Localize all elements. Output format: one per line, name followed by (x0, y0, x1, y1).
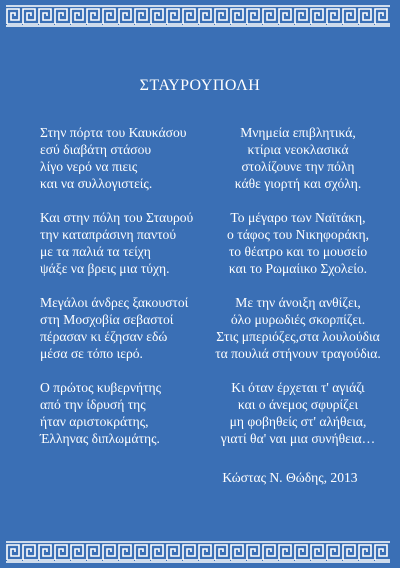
verse-line: εσύ διαβάτη στάσου (40, 142, 152, 157)
verse-line: και ο άνεμος σφυρίζει (237, 397, 359, 412)
verse-line: στη Μοσχοβία σεβαστοί (40, 312, 174, 327)
signature: Κώστας Ν. Θώδης, 2013 (222, 470, 358, 485)
stanza (208, 294, 388, 362)
greek-key-border-top (0, 4, 400, 28)
verse-line: μέσα σε τόπο ιερό. (40, 346, 143, 361)
verse-line: Κι όταν έρχεται τ' αγιάζι (231, 380, 365, 395)
verse-line: κτίρια νεοκλασικά (247, 142, 349, 157)
right-column (208, 124, 388, 464)
verse-line: ψάξε να βρεις μια τύχη. (40, 261, 170, 276)
verse-line: πέρασαν κι έζησαν εδώ (40, 329, 168, 344)
stanza (208, 379, 388, 447)
greek-key-border-bottom (0, 540, 400, 564)
stanza (40, 124, 215, 192)
verse-line: Μνημεία επιβλητικά, (240, 125, 356, 140)
verse-line: λίγο νερό να πιεις (40, 159, 138, 174)
verse-line: Το μέγαρο των Ναϊτάκη, (230, 210, 366, 225)
verse-line: κάθε γιορτή και σχόλη. (234, 176, 362, 191)
stanza (40, 294, 215, 362)
verse-line: με τα παλιά τα τείχη (40, 244, 151, 259)
verse-line: γιατί θα' ναι μια συνήθεια… (220, 431, 376, 446)
verse-line: Στην πόρτα του Καυκάσου (40, 125, 187, 140)
verse-line: την καταπράσινη παντού (40, 227, 177, 242)
verse-line: το θέατρο και το μουσείο (228, 244, 368, 259)
verse-line: όλο μυρωδιές σκορπίζει. (230, 312, 366, 327)
left-column (40, 124, 215, 464)
verse-line: ήταν αριστοκράτης, (40, 414, 149, 429)
stanza (40, 209, 215, 277)
verse-line: στολίζουνε την πόλη (241, 159, 355, 174)
verse-line: τα πουλιά στήνουν τραγούδια. (215, 346, 381, 361)
poem-title: ΣΤΑΥΡΟΥΠΟΛΗ (139, 77, 261, 94)
stanza (208, 124, 388, 192)
verse-line: Έλληνας διπλωμάτης. (40, 431, 160, 446)
stanza (208, 209, 388, 277)
verse-line: Και στην πόλη του Σταυρού (40, 210, 194, 225)
verse-line: Με την άνοιξη ανθίζει, (235, 295, 361, 310)
verse-line: Στις μπεριόζες,στα λουλούδια (216, 329, 380, 344)
verse-line: και το Ρωμαίικο Σχολείο. (228, 261, 368, 276)
verse-line: μη φοβηθείς στ' αλήθεια, (229, 414, 367, 429)
stanza (40, 379, 215, 447)
verse-line: Ο πρώτος κυβερνήτης (40, 380, 162, 395)
verse-line: από την ίδρυσή της (40, 397, 146, 412)
verse-line: ο τάφος του Νικηφοράκη, (227, 227, 369, 242)
verse-line: και να συλλογιστείς. (40, 176, 153, 191)
verse-line: Μεγάλοι άνδρες ξακουστοί (40, 295, 189, 310)
